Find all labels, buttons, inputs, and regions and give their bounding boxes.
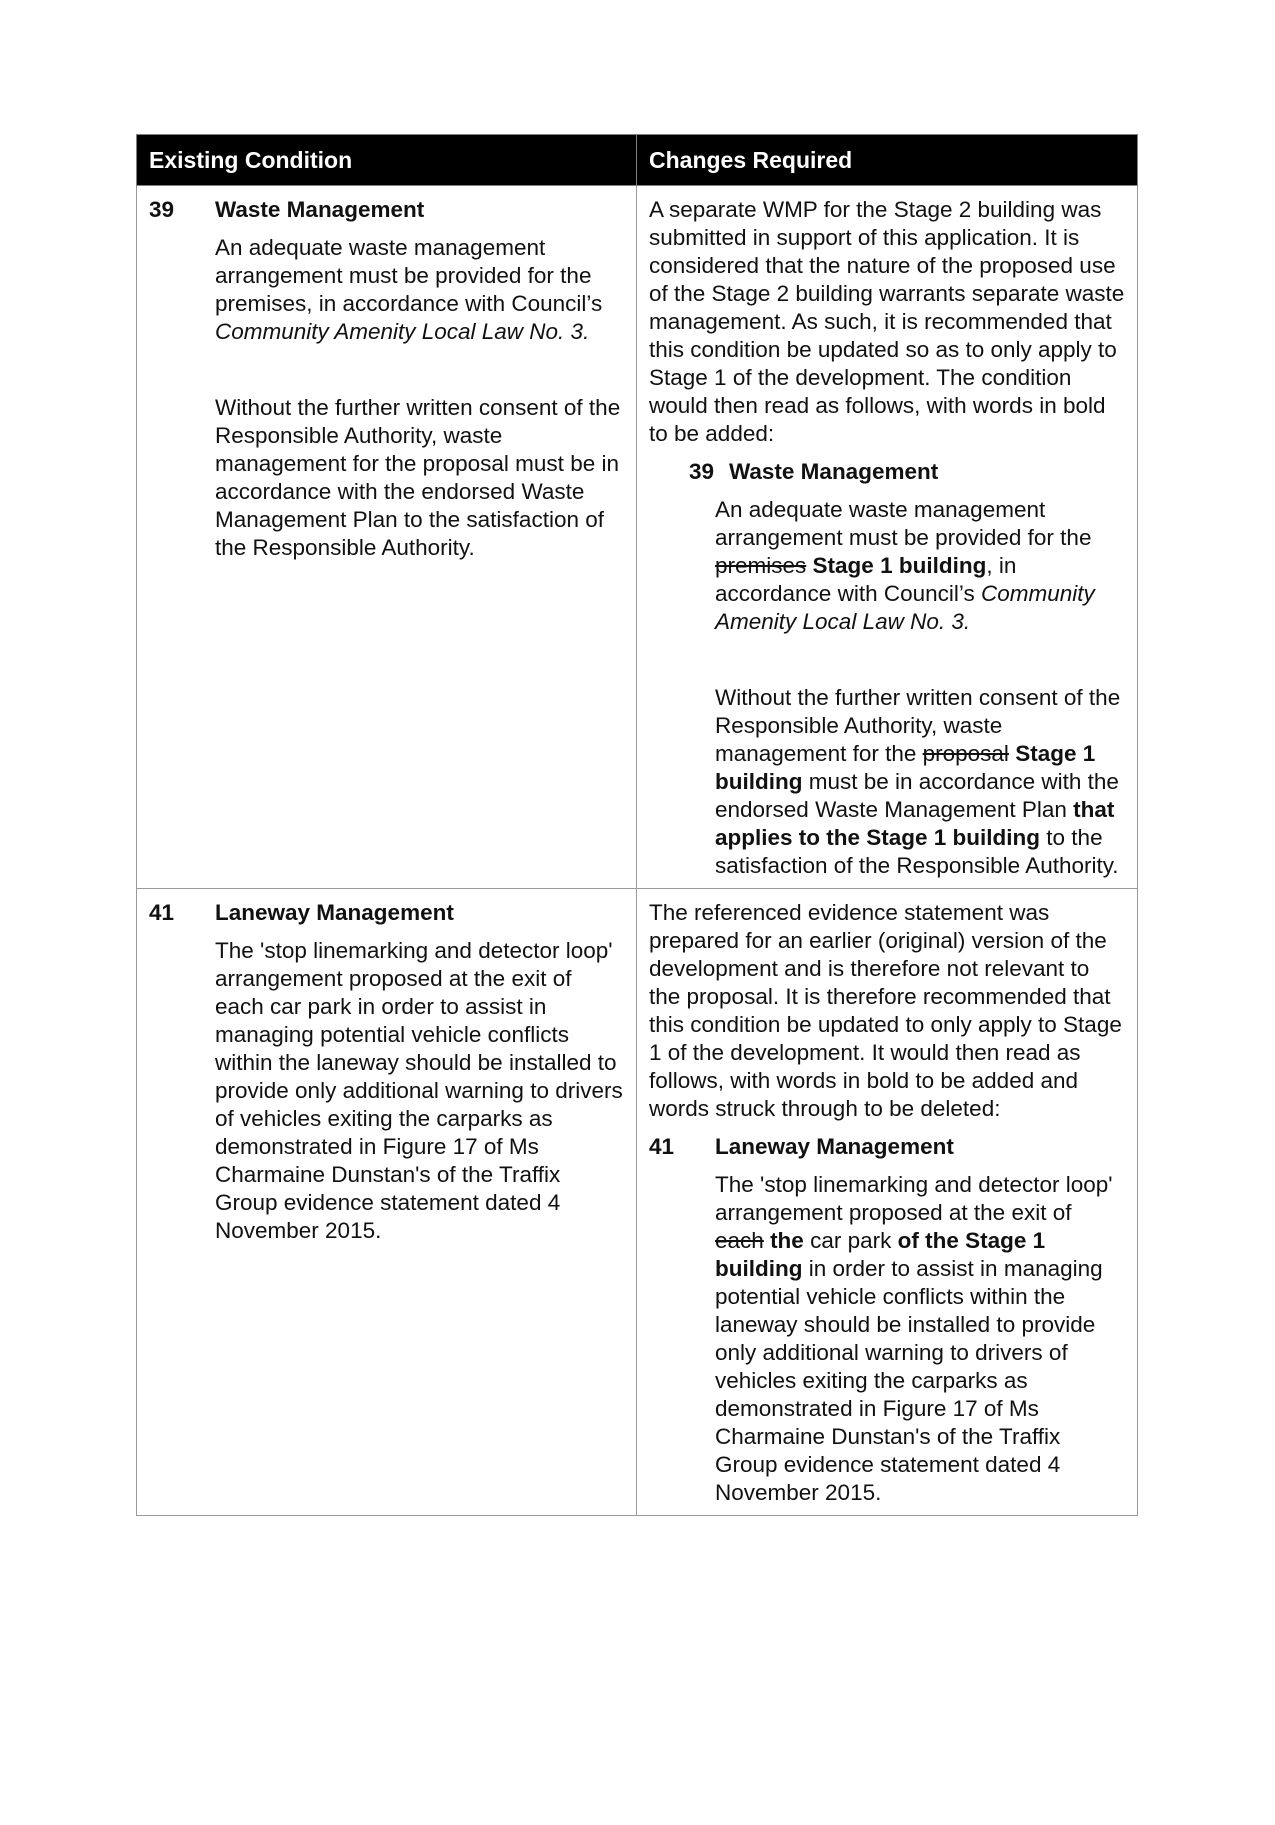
conditions-table — [136, 134, 1138, 1516]
amended-paragraph: The 'stop linemarking and detector loop' arrangement proposed at the exit of each the car park of the Stage 1 building in order to assist in managing potential vehicle conflicts within the laneway should be installed to provide only additional warning to drivers of vehicles exiting the carparks as demonstrated in Figure 17 of Ms Charmaine Dunstan's of the Traffix Group evidence statement dated 4 November 2015. — [715, 1172, 1113, 1505]
condition-paragraph: Without the further written consent of the Responsible Authority, waste management for the proposal must be in accordance with the endorsed Waste Management Plan to the satisfaction of the Responsible Authority. — [215, 395, 621, 560]
change-explanation: A separate WMP for the Stage 2 building was submitted in support of this application. It is considered that the nature of the proposed use of the Stage 2 building warrants separate waste management. As such, it is recommended that this condition be updated so as to only apply to Stage 1 of the development. The condition would then read as follows, with words in bold to be added: — [649, 197, 1125, 446]
header-changes-required: Changes Required — [637, 135, 1138, 186]
amended-condition-heading: 41 Laneway Management — [649, 1134, 954, 1159]
table-row — [137, 186, 1138, 889]
header-existing-condition: Existing Condition — [137, 135, 637, 186]
amended-condition-body — [715, 496, 1125, 880]
condition-number: 39 — [149, 197, 175, 222]
amended-paragraph: Without the further written consent of the Responsible Authority, waste management for the proposal Stage 1 building must be in accordance with the endorsed Waste Management Plan that applies to the Stage 1 building to the satisfaction of the Responsible Authority. — [715, 685, 1121, 878]
table-row — [137, 889, 1138, 1516]
existing-condition-cell — [137, 889, 637, 1516]
condition-title: Waste Management — [215, 197, 425, 222]
changes-required-cell — [637, 889, 1138, 1516]
table-header-row — [137, 135, 1138, 186]
existing-condition-cell — [137, 186, 637, 889]
condition-paragraph: The 'stop linemarking and detector loop' arrangement proposed at the exit of each car park in order to assist in managing potential vehicle conflicts within the laneway should be installed to provide only additional warning to drivers of vehicles exiting the carparks as demonstrated in Figure 17 of Ms Charmaine Dunstan's of the Traffix Group evidence statement dated 4 November 2015. — [215, 938, 623, 1243]
condition-title: Laneway Management — [215, 900, 454, 925]
change-explanation: The referenced evidence statement was prepared for an earlier (original) version of the development and is therefore not relevant to the proposal. It is therefore recommended that this condition be updated to only apply to Stage 1 of the development. It would then read as follows, with words in bold to be added and words struck through to be deleted: — [649, 900, 1122, 1121]
changes-required-cell — [637, 186, 1138, 889]
condition-number: 41 — [149, 900, 175, 925]
amended-condition-body — [715, 1171, 1125, 1507]
amended-condition-heading: 39 Waste Management — [689, 459, 939, 484]
condition-paragraph: An adequate waste management arrangement must be provided for the premises, in accordance with Council’s Community Amenity Local Law No. 3. — [215, 235, 603, 344]
amended-paragraph: An adequate waste management arrangement must be provided for the premises Stage 1 building, in accordance with Council’s Community Amenity Local Law No. 3. — [715, 497, 1095, 634]
